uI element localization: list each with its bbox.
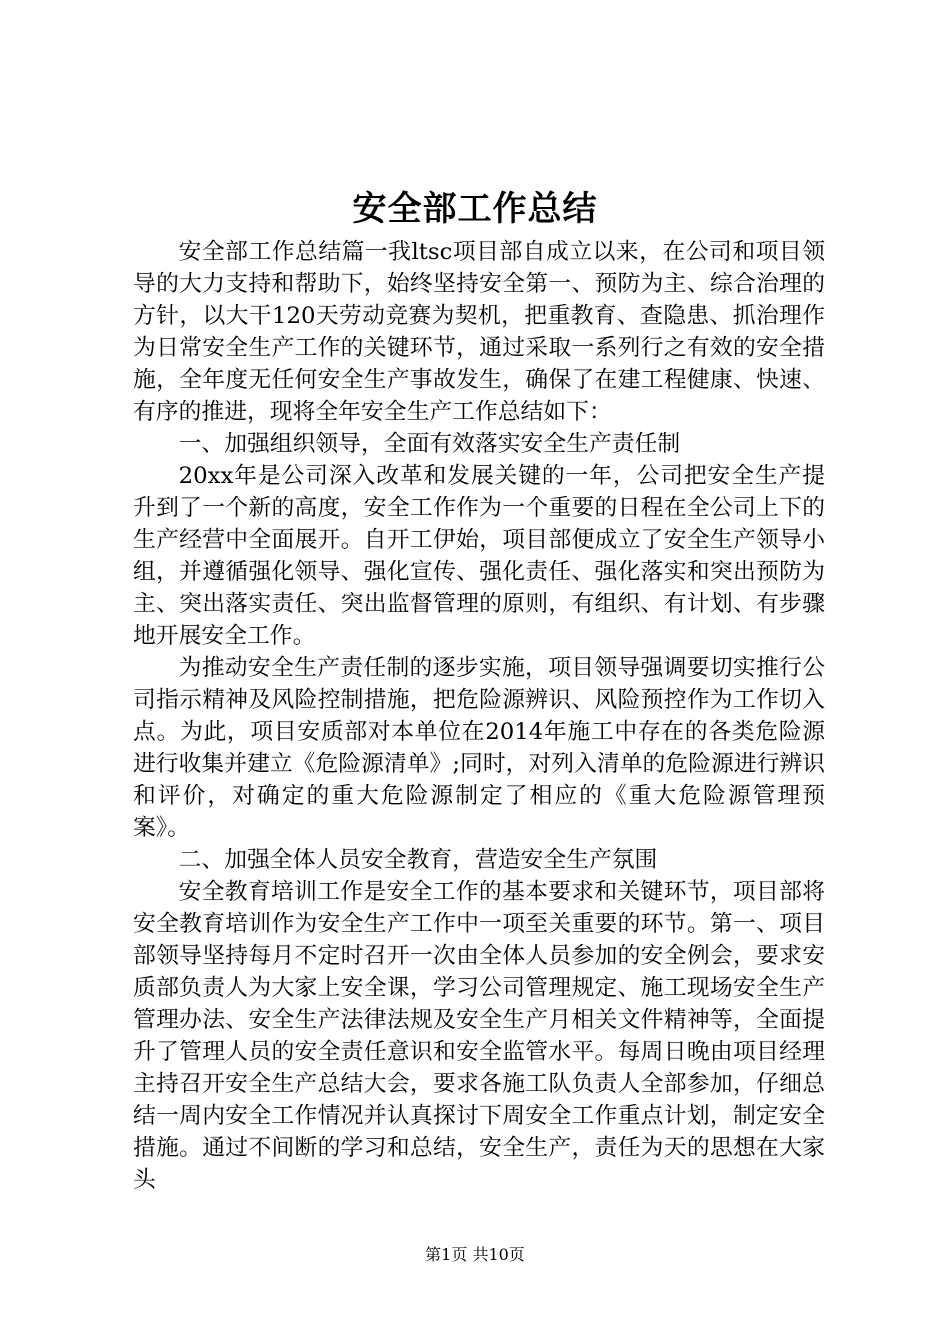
paragraph: 20xx年是公司深入改革和发展关键的一年，公司把安全生产提升到了一个新的高度，安全工作作为一个重要的日程在全公司上下的生产经营中全面展开。自开工伊始，项目部便成立了安全生产领导小组，并遵循强化领导、强化宣传、强化责任、强化落实和突出预防为主、突出落实责任、突出监督管理的原则，有组织、有计划、有步骤地开展安全工作。 <box>133 463 825 649</box>
page-footer: 第1页 共10页 <box>425 1245 525 1264</box>
paragraph: 安全教育培训工作是安全工作的基本要求和关键环节，项目部将安全教育培训作为安全生产工作中一项至关重要的环节。第一、项目部领导坚持每月不定时召开一次由全体人员参加的安全例会，要求安质部负责人为大家上安全课，学习公司管理规定、施工现场安全生产管理办法、安全生产法律法规及安全生产月相关文件精神等，全面提升了管理人员的安全责任意识和安全监管水平。每周日晚由项目经理主持召开安全生产总结大会，要求各施工队负责人全部参加，仔细总结一周内安全工作情况并认真探讨下周安全工作重点计划，制定安全措施。通过不间断的学习和总结，安全生产，责任为天的思想在大家头 <box>133 879 825 1193</box>
paragraph: 为推动安全生产责任制的逐步实施，项目领导强调要切实推行公司指示精神及风险控制措施，把危险源辨识、风险预控作为工作切入点。为此，项目安质部对本单位在2014年施工中存在的各类危险源进行收集并建立《危险源清单》;同时，对列入清单的危险源进行辨识和评价，对确定的重大危险源制定了相应的《重大危险源管理预案》。 <box>133 655 825 841</box>
document-title: 安全部工作总结 <box>352 189 598 229</box>
document-body <box>133 236 825 1196</box>
section-heading: 一、加强组织领导，全面有效落实安全生产责任制 <box>178 431 681 457</box>
paragraph: 安全部工作总结篇一我ltsc项目部自成立以来，在公司和项目领导的大力支持和帮助下，始终坚持安全第一、预防为主、综合治理的方针，以大干120天劳动竞赛为契机，把重教育、查隐患、抓治理作为日常安全生产工作的关键环节，通过采取一系列行之有效的安全措施，全年度无任何安全生产事故发生，确保了在建工程健康、快速、有序的推进，现将全年安全生产工作总结如下： <box>133 239 825 425</box>
section-heading: 二、加强全体人员安全教育，营造安全生产氛围 <box>178 847 658 873</box>
